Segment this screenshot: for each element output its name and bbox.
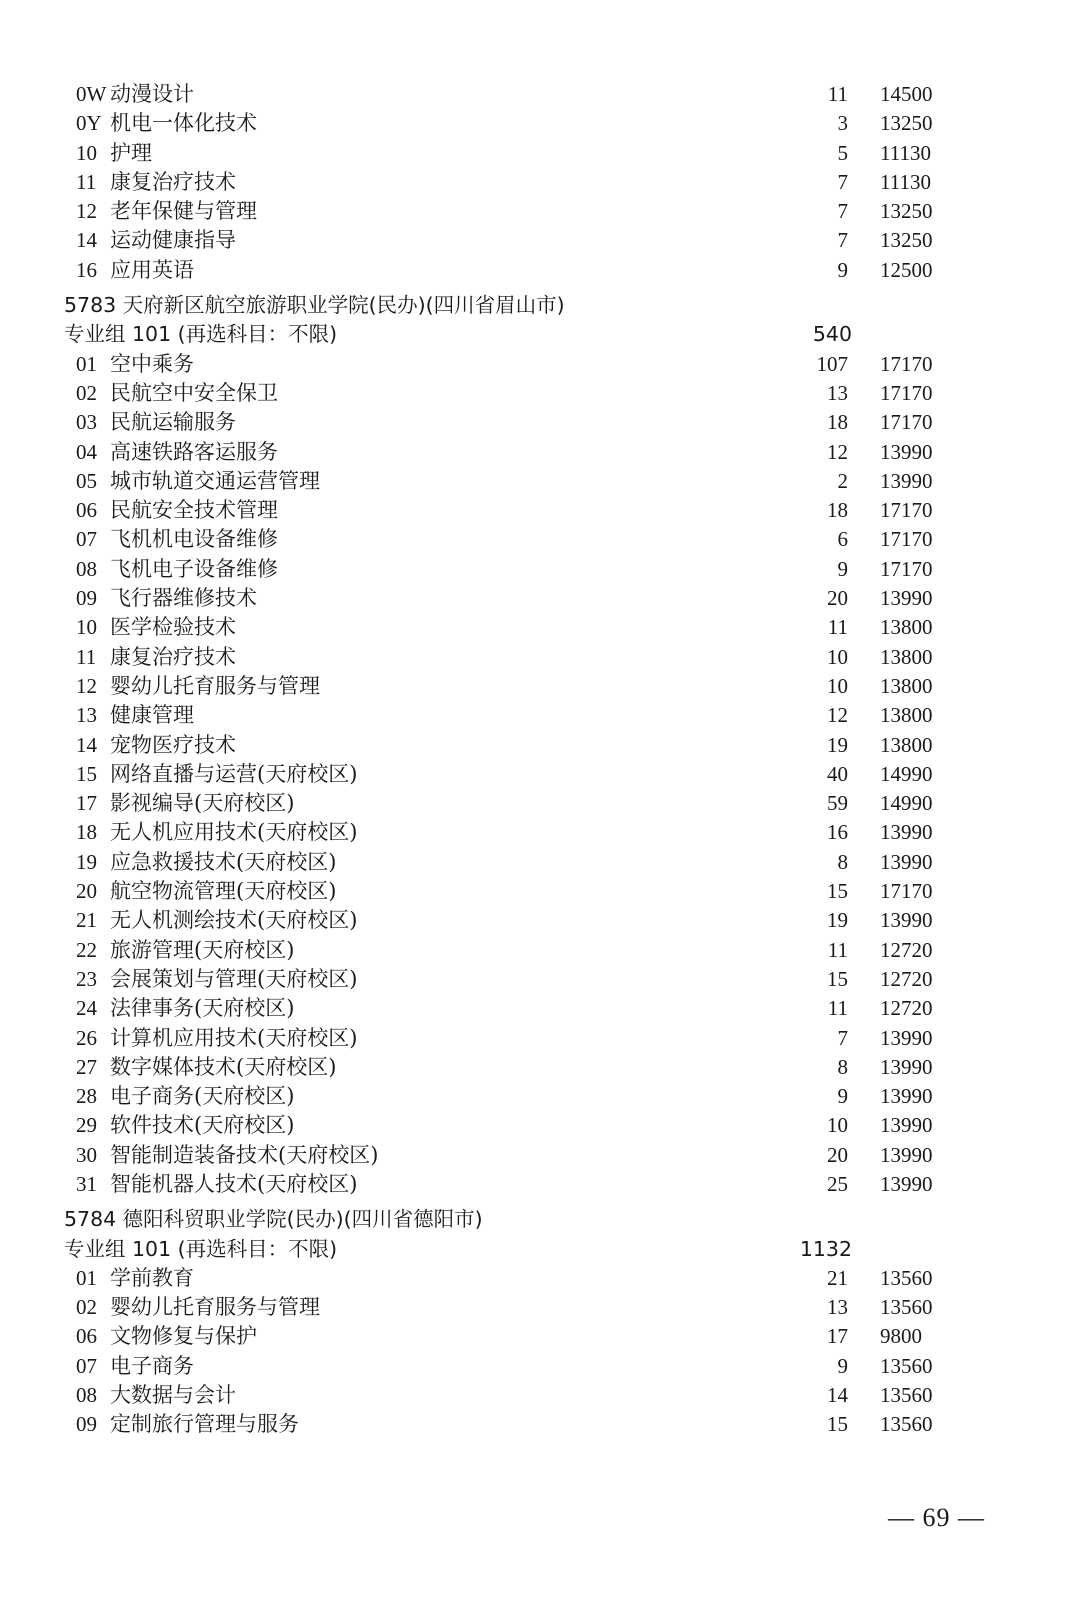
major-name: 运动健康指导: [110, 228, 236, 253]
page-number: — 69 —: [888, 1503, 985, 1532]
tuition-fee: 12500: [880, 257, 933, 282]
major-code: 10: [76, 140, 97, 165]
major-row: [0, 1264, 1080, 1293]
major-row: [0, 1352, 1080, 1381]
enrollment-count: 10: [827, 673, 848, 698]
tuition-fee: 13800: [880, 644, 933, 669]
major-code: 07: [76, 1353, 97, 1378]
major-code: 24: [76, 996, 97, 1021]
enrollment-count: 21: [827, 1265, 848, 1290]
major-row: [0, 168, 1080, 197]
major-code: 01: [76, 1265, 97, 1290]
enrollment-count: 59: [827, 791, 848, 816]
major-code: 13: [76, 703, 97, 728]
tuition-fee: 13800: [880, 615, 933, 640]
major-row: [0, 994, 1080, 1023]
group-title: 专业组 101 (再选科目：不限): [64, 322, 338, 347]
enrollment-count: 15: [827, 879, 848, 904]
enrollment-count: 13: [827, 380, 848, 405]
major-name: 学前教育: [110, 1265, 194, 1290]
enrollment-count: 15: [827, 966, 848, 991]
major-name: 智能机器人技术(天府校区): [110, 1171, 358, 1196]
group-total: 1132: [799, 1236, 852, 1261]
major-name: 旅游管理(天府校区): [110, 937, 295, 962]
major-name: 影视编导(天府校区): [110, 791, 295, 816]
major-name: 数字媒体技术(天府校区): [110, 1054, 337, 1079]
enrollment-count: 40: [827, 761, 848, 786]
major-code: 09: [76, 1412, 97, 1437]
major-row: [0, 496, 1080, 525]
major-row: [0, 1082, 1080, 1111]
tuition-fee: 13990: [880, 908, 933, 933]
major-code: 08: [76, 556, 97, 581]
major-row: [0, 936, 1080, 965]
enrollment-count: 7: [837, 228, 848, 253]
major-code: 16: [76, 257, 97, 282]
tuition-fee: 13800: [880, 673, 933, 698]
major-code: 29: [76, 1113, 97, 1138]
major-row: [0, 848, 1080, 877]
tuition-fee: 13560: [880, 1383, 933, 1408]
tuition-fee: 17170: [880, 556, 933, 581]
enrollment-count: 11: [827, 996, 848, 1021]
major-code: 06: [76, 498, 97, 523]
enrollment-count: 9: [837, 1084, 848, 1109]
tuition-fee: 12720: [880, 937, 933, 962]
enrollment-count: 107: [816, 351, 848, 376]
tuition-fee: 13990: [880, 1113, 933, 1138]
enrollment-count: 11: [827, 82, 848, 106]
enrollment-count: 11: [827, 615, 848, 640]
document-body: [0, 80, 1080, 1440]
major-code: 27: [76, 1054, 97, 1079]
enrollment-count: 5: [837, 140, 848, 165]
major-name: 飞机机电设备维修: [110, 527, 278, 552]
enrollment-count: 12: [827, 703, 848, 728]
major-code: 09: [76, 586, 97, 611]
major-name: 民航空中安全保卫: [110, 380, 278, 405]
tuition-fee: 14500: [880, 82, 933, 106]
major-code: 20: [76, 879, 97, 904]
major-row: [0, 877, 1080, 906]
major-row: [0, 408, 1080, 437]
major-name: 大数据与会计: [110, 1383, 236, 1408]
enrollment-count: 11: [827, 937, 848, 962]
enrollment-count: 18: [827, 410, 848, 435]
major-row: [0, 584, 1080, 613]
major-code: 15: [76, 761, 97, 786]
major-code: 12: [76, 673, 97, 698]
major-code: 02: [76, 1295, 97, 1320]
major-code: 21: [76, 908, 97, 933]
tuition-fee: 13250: [880, 111, 933, 136]
major-name: 无人机测绘技术(天府校区): [110, 908, 358, 933]
tuition-fee: 13990: [880, 1054, 933, 1079]
major-name: 民航安全技术管理: [110, 498, 278, 523]
tuition-fee: 14990: [880, 761, 933, 786]
tuition-fee: 13560: [880, 1353, 933, 1378]
major-row: [0, 379, 1080, 408]
enrollment-count: 19: [827, 908, 848, 933]
major-row: [0, 789, 1080, 818]
major-code: 01: [76, 351, 97, 376]
major-code: 19: [76, 849, 97, 874]
tuition-fee: 17170: [880, 351, 933, 376]
enrollment-count: 7: [837, 199, 848, 224]
tuition-fee: 13990: [880, 849, 933, 874]
enrollment-count: 20: [827, 586, 848, 611]
major-code: 14: [76, 228, 97, 253]
major-name: 软件技术(天府校区): [110, 1113, 295, 1138]
enrollment-count: 25: [827, 1171, 848, 1196]
enrollment-count: 3: [837, 111, 848, 136]
major-group-header: [0, 1235, 1080, 1264]
enrollment-count: 6: [837, 527, 848, 552]
school-header: [0, 291, 1080, 320]
major-name: 动漫设计: [110, 82, 194, 106]
enrollment-count: 20: [827, 1142, 848, 1167]
group-title: 专业组 101 (再选科目：不限): [64, 1236, 338, 1261]
major-row: [0, 731, 1080, 760]
major-name: 文物修复与保护: [110, 1324, 257, 1349]
major-row: [0, 438, 1080, 467]
major-code: 11: [76, 169, 97, 194]
major-row: [0, 672, 1080, 701]
major-row: [0, 1053, 1080, 1082]
group-total: 540: [812, 322, 852, 347]
tuition-fee: 13800: [880, 703, 933, 728]
major-code: 10: [76, 615, 97, 640]
major-row: [0, 818, 1080, 847]
tuition-fee: 17170: [880, 879, 933, 904]
major-row: [0, 1141, 1080, 1170]
major-name: 机电一体化技术: [110, 111, 257, 136]
major-name: 法律事务(天府校区): [110, 996, 295, 1021]
major-row: [0, 80, 1080, 109]
tuition-fee: 9800: [880, 1324, 922, 1349]
tuition-fee: 17170: [880, 410, 933, 435]
major-row: [0, 467, 1080, 496]
major-row: [0, 760, 1080, 789]
major-row: [0, 1322, 1080, 1351]
major-name: 民航运输服务: [110, 410, 236, 435]
major-name: 宠物医疗技术: [110, 732, 236, 757]
enrollment-count: 2: [837, 468, 848, 493]
enrollment-count: 19: [827, 732, 848, 757]
tuition-fee: 13250: [880, 228, 933, 253]
major-row: [0, 906, 1080, 935]
major-name: 计算机应用技术(天府校区): [110, 1025, 358, 1050]
tuition-fee: 11130: [880, 140, 931, 165]
major-row: [0, 256, 1080, 285]
major-row: [0, 1293, 1080, 1322]
tuition-fee: 17170: [880, 527, 933, 552]
major-name: 应用英语: [110, 257, 194, 282]
major-code: 26: [76, 1025, 97, 1050]
major-row: [0, 1410, 1080, 1439]
tuition-fee: 13990: [880, 1142, 933, 1167]
major-name: 无人机应用技术(天府校区): [110, 820, 358, 845]
major-name: 婴幼儿托育服务与管理: [110, 1295, 320, 1320]
major-code: 23: [76, 966, 97, 991]
major-row: [0, 226, 1080, 255]
tuition-fee: 12720: [880, 966, 933, 991]
major-row: [0, 1381, 1080, 1410]
major-name: 健康管理: [110, 703, 194, 728]
tuition-fee: 13560: [880, 1295, 933, 1320]
major-name: 智能制造装备技术(天府校区): [110, 1142, 379, 1167]
tuition-fee: 13990: [880, 439, 933, 464]
tuition-fee: 13250: [880, 199, 933, 224]
major-name: 定制旅行管理与服务: [110, 1412, 299, 1437]
major-code: 30: [76, 1142, 97, 1167]
tuition-fee: 13560: [880, 1412, 933, 1437]
major-code: 0Y: [76, 111, 102, 136]
enrollment-count: 7: [837, 1025, 848, 1050]
major-name: 医学检验技术: [110, 615, 236, 640]
major-row: [0, 139, 1080, 168]
school-title: 5784 德阳科贸职业学院(民办)(四川省德阳市): [64, 1207, 483, 1232]
major-row: [0, 1170, 1080, 1199]
tuition-fee: 13990: [880, 586, 933, 611]
major-row: [0, 643, 1080, 672]
enrollment-count: 9: [837, 556, 848, 581]
major-name: 护理: [110, 140, 152, 165]
tuition-fee: 13990: [880, 820, 933, 845]
tuition-fee: 14990: [880, 791, 933, 816]
major-row: [0, 613, 1080, 642]
enrollment-count: 9: [837, 257, 848, 282]
major-code: 05: [76, 468, 97, 493]
major-code: 31: [76, 1171, 97, 1196]
enrollment-count: 8: [837, 849, 848, 874]
tuition-fee: 12720: [880, 996, 933, 1021]
tuition-fee: 13990: [880, 1171, 933, 1196]
major-code: 28: [76, 1084, 97, 1109]
major-name: 婴幼儿托育服务与管理: [110, 673, 320, 698]
major-code: 06: [76, 1324, 97, 1349]
enrollment-count: 13: [827, 1295, 848, 1320]
major-code: 18: [76, 820, 97, 845]
tuition-fee: 13990: [880, 468, 933, 493]
enrollment-count: 10: [827, 644, 848, 669]
major-row: [0, 350, 1080, 379]
school-title: 5783 天府新区航空旅游职业学院(民办)(四川省眉山市): [64, 293, 565, 318]
school-header: [0, 1205, 1080, 1234]
major-name: 电子商务: [110, 1353, 194, 1378]
major-name: 高速铁路客运服务: [110, 439, 278, 464]
tuition-fee: 13990: [880, 1084, 933, 1109]
major-code: 03: [76, 410, 97, 435]
tuition-fee: 17170: [880, 498, 933, 523]
major-name: 飞机电子设备维修: [110, 556, 278, 581]
enrollment-count: 7: [837, 169, 848, 194]
major-row: [0, 1111, 1080, 1140]
major-row: [0, 701, 1080, 730]
major-code: 17: [76, 791, 97, 816]
major-code: 0W: [76, 82, 107, 106]
major-row: [0, 197, 1080, 226]
major-code: 12: [76, 199, 97, 224]
major-row: [0, 965, 1080, 994]
major-code: 04: [76, 439, 97, 464]
major-name: 空中乘务: [110, 351, 194, 376]
major-name: 电子商务(天府校区): [110, 1084, 295, 1109]
major-code: 22: [76, 937, 97, 962]
major-name: 会展策划与管理(天府校区): [110, 966, 358, 991]
major-row: [0, 1024, 1080, 1053]
major-name: 城市轨道交通运营管理: [110, 468, 320, 493]
major-name: 飞行器维修技术: [110, 586, 257, 611]
major-code: 08: [76, 1383, 97, 1408]
major-name: 康复治疗技术: [110, 169, 236, 194]
enrollment-count: 16: [827, 820, 848, 845]
major-code: 14: [76, 732, 97, 757]
major-code: 02: [76, 380, 97, 405]
major-row: [0, 109, 1080, 138]
major-code: 07: [76, 527, 97, 552]
enrollment-count: 9: [837, 1353, 848, 1378]
enrollment-count: 18: [827, 498, 848, 523]
tuition-fee: 13560: [880, 1265, 933, 1290]
major-name: 航空物流管理(天府校区): [110, 879, 337, 904]
tuition-fee: 11130: [880, 169, 931, 194]
major-group-header: [0, 320, 1080, 349]
enrollment-count: 8: [837, 1054, 848, 1079]
tuition-fee: 13990: [880, 1025, 933, 1050]
tuition-fee: 13800: [880, 732, 933, 757]
major-name: 网络直播与运营(天府校区): [110, 761, 358, 786]
tuition-fee: 17170: [880, 380, 933, 405]
enrollment-count: 14: [827, 1383, 848, 1408]
major-name: 康复治疗技术: [110, 644, 236, 669]
major-row: [0, 555, 1080, 584]
enrollment-count: 12: [827, 439, 848, 464]
major-name: 应急救援技术(天府校区): [110, 849, 337, 874]
enrollment-count: 10: [827, 1113, 848, 1138]
major-code: 11: [76, 644, 97, 669]
enrollment-count: 17: [827, 1324, 848, 1349]
enrollment-count: 15: [827, 1412, 848, 1437]
major-name: 老年保健与管理: [110, 199, 257, 224]
major-row: [0, 525, 1080, 554]
